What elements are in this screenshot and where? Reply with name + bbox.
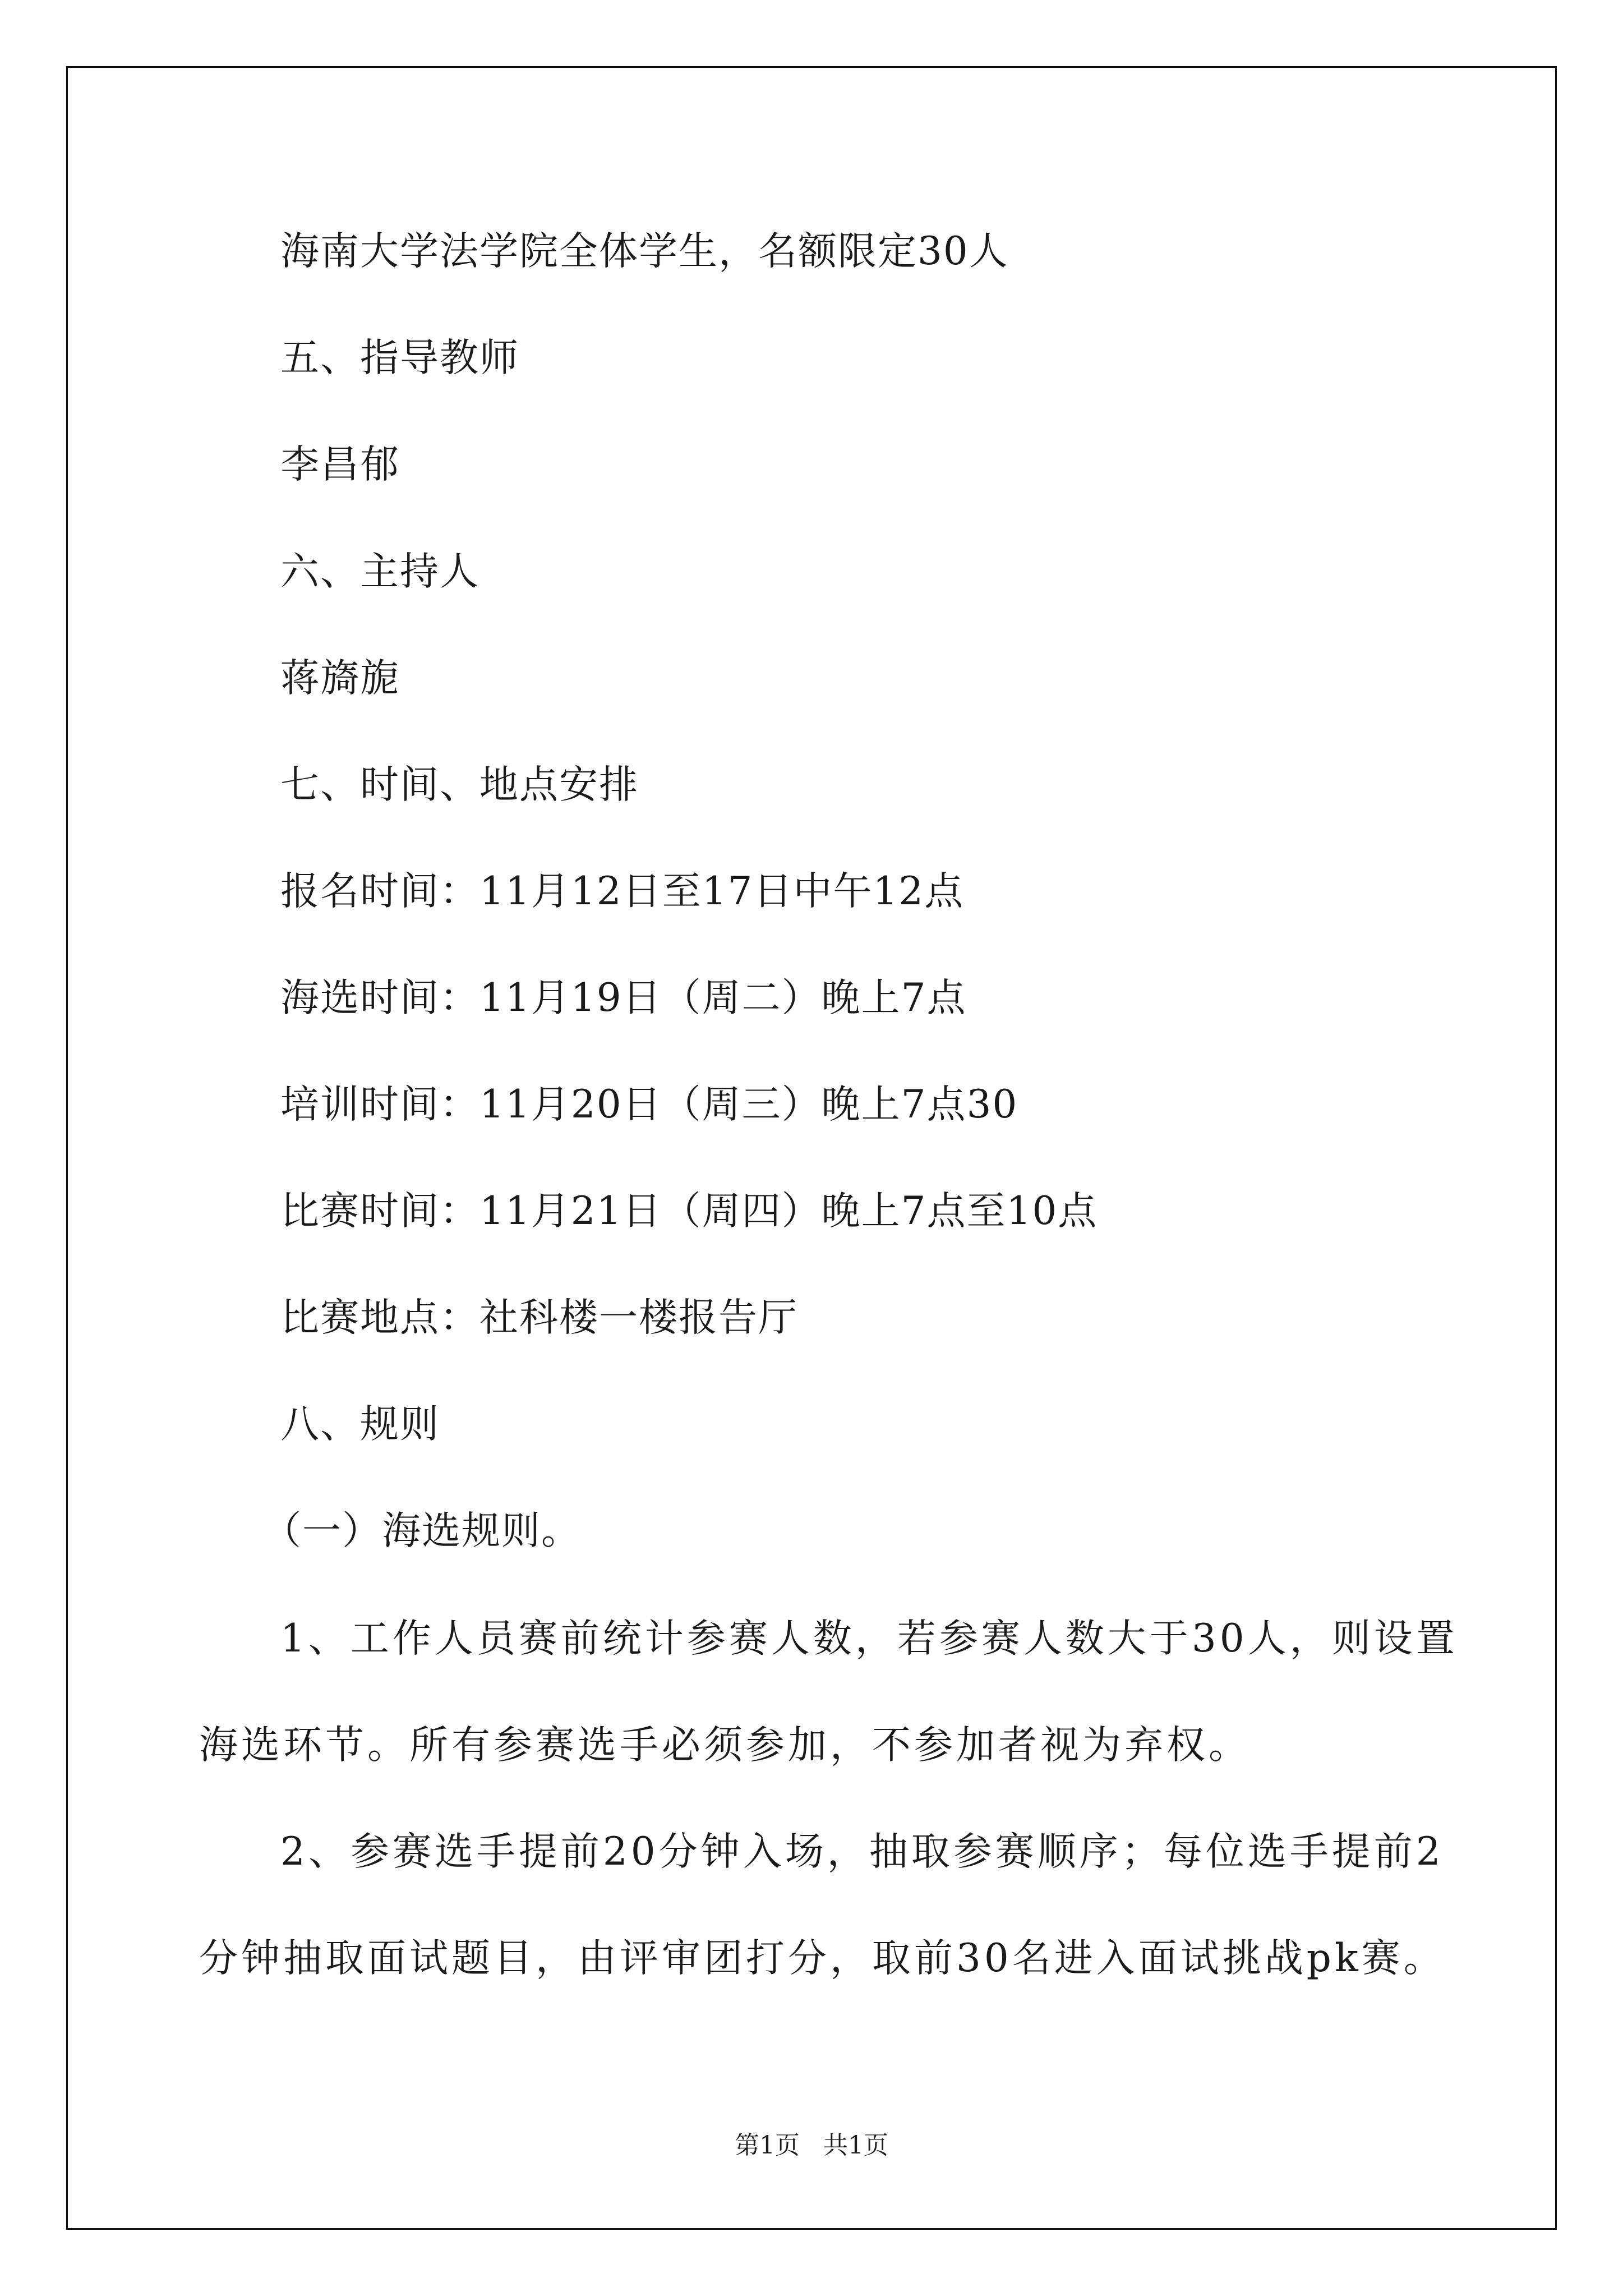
text-line-training-time: 培训时间：11月20日（周三）晚上7点30 bbox=[280, 1082, 1018, 1127]
heading-host: 六、主持人 bbox=[280, 549, 479, 594]
heading-instructor: 五、指导教师 bbox=[280, 335, 519, 380]
text-line-host-name: 蒋旖旎 bbox=[280, 656, 400, 701]
subheading-audition-rules: （一）海选规则。 bbox=[262, 1508, 581, 1553]
page-number-footer: 第1页 共1页 bbox=[735, 2131, 888, 2160]
text-line-registration-time: 报名时间：11月12日至17日中午12点 bbox=[280, 869, 965, 914]
text-line-audition-time: 海选时间：11月19日（周二）晚上7点 bbox=[280, 976, 967, 1020]
text-line-competition-time: 比赛时间：11月21日（周四）晚上7点至10点 bbox=[280, 1189, 1098, 1234]
heading-schedule: 七、时间、地点安排 bbox=[280, 762, 639, 807]
page-border bbox=[66, 66, 1557, 2230]
text-line-rule-1b: 海选环节。所有参赛选手必须参加，不参加者视为弃权。 bbox=[199, 1723, 1251, 1768]
text-line-rule-1a: 1、工作人员赛前统计参赛人数，若参赛人数大于30人，则设置 bbox=[280, 1616, 1458, 1661]
text-line-eligibility: 海南大学法学院全体学生，名额限定30人 bbox=[280, 229, 1009, 274]
text-line-instructor-name: 李昌郁 bbox=[280, 442, 400, 487]
text-line-rule-2a: 2、参赛选手提前20分钟入场，抽取参赛顺序；每位选手提前2 bbox=[280, 1829, 1444, 1874]
text-line-competition-venue: 比赛地点：社科楼一楼报告厅 bbox=[280, 1295, 798, 1340]
heading-rules: 八、规则 bbox=[280, 1402, 440, 1447]
text-line-rule-2b: 分钟抽取面试题目，由评审团打分，取前30名进入面试挑战pk赛。 bbox=[199, 1936, 1446, 1981]
